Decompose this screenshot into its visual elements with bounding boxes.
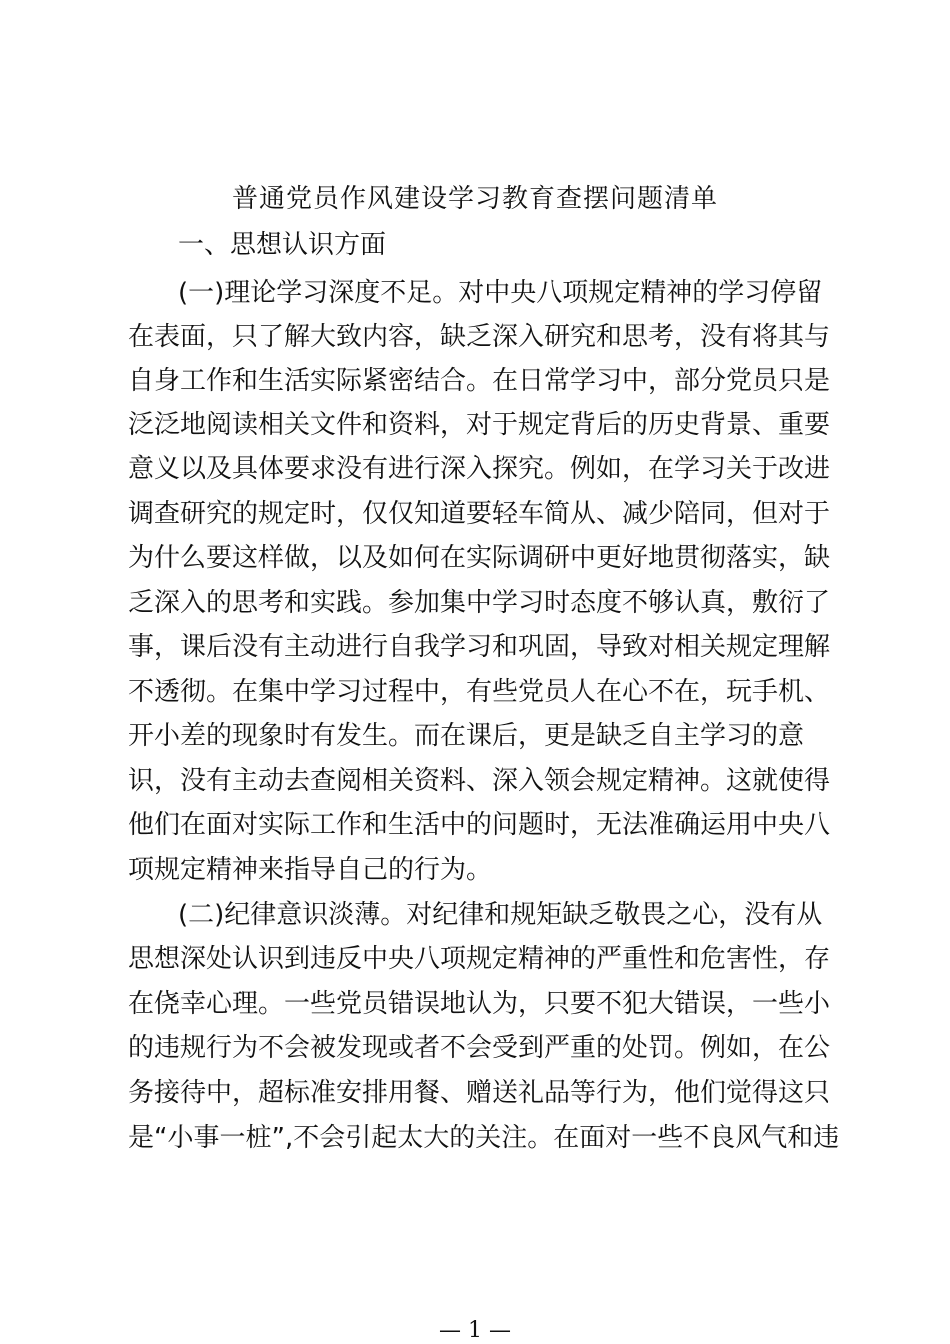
paragraph-line: 调查研究的规定时，仅仅知道要轻车简从、减少陪同，但对于 [128, 499, 831, 529]
document-title: 普通党员作风建设学习教育查摆问题清单 [231, 184, 718, 214]
paragraph-line: 不透彻。在集中学习过程中，有些党员人在心不在，玩手机、 [128, 677, 831, 707]
section-heading: 一、思想认识方面 [178, 230, 387, 260]
paragraph-line: 他们在面对实际工作和生活中的问题时，无法准确运用中央八 [128, 810, 831, 840]
paragraph-line: 开小差的现象时有发生。而在课后，更是缺乏自主学习的意 [128, 721, 805, 751]
paragraph-line: 乏深入的思考和实践。参加集中学习时态度不够认真，敷衍了 [128, 588, 831, 618]
paragraph-line: (二)纪律意识淡薄。对纪律和规矩缺乏敬畏之心，没有从 [178, 900, 823, 930]
paragraph-line: 为什么要这样做，以及如何在实际调研中更好地贯彻落实，缺 [128, 543, 831, 573]
paragraph-line: 思想深处认识到违反中央八项规定精神的严重性和危害性，存 [128, 944, 831, 974]
paragraph-line: 自身工作和生活实际紧密结合。在日常学习中，部分党员只是 [128, 366, 831, 396]
paragraph-line: (一)理论学习深度不足。对中央八项规定精神的学习停留 [178, 278, 823, 308]
paragraph-line: 意义以及具体要求没有进行深入探究。例如，在学习关于改进 [128, 454, 831, 484]
paragraph-line: 是“小事一桩”,不会引起太大的关注。在面对一些不良风气和违 [128, 1123, 840, 1153]
page-number: — 1 — [439, 1318, 511, 1343]
paragraph-line: 在表面，只了解大致内容，缺乏深入研究和思考，没有将其与 [128, 322, 831, 352]
paragraph-line: 项规定精神来指导自己的行为。 [128, 855, 493, 885]
paragraph-line: 务接待中，超标准安排用餐、赠送礼品等行为，他们觉得这只 [128, 1078, 831, 1108]
paragraph-line: 泛泛地阅读相关文件和资料，对于规定背后的历史背景、重要 [128, 410, 831, 440]
paragraph-line: 事，课后没有主动进行自我学习和巩固，导致对相关规定理解 [128, 632, 831, 662]
paragraph-line: 识，没有主动去查阅相关资料、深入领会规定精神。这就使得 [128, 766, 831, 796]
paragraph-line: 在侥幸心理。一些党员错误地认为，只要不犯大错误，一些小 [128, 989, 831, 1019]
paragraph-line: 的违规行为不会被发现或者不会受到严重的处罚。例如，在公 [128, 1033, 831, 1063]
